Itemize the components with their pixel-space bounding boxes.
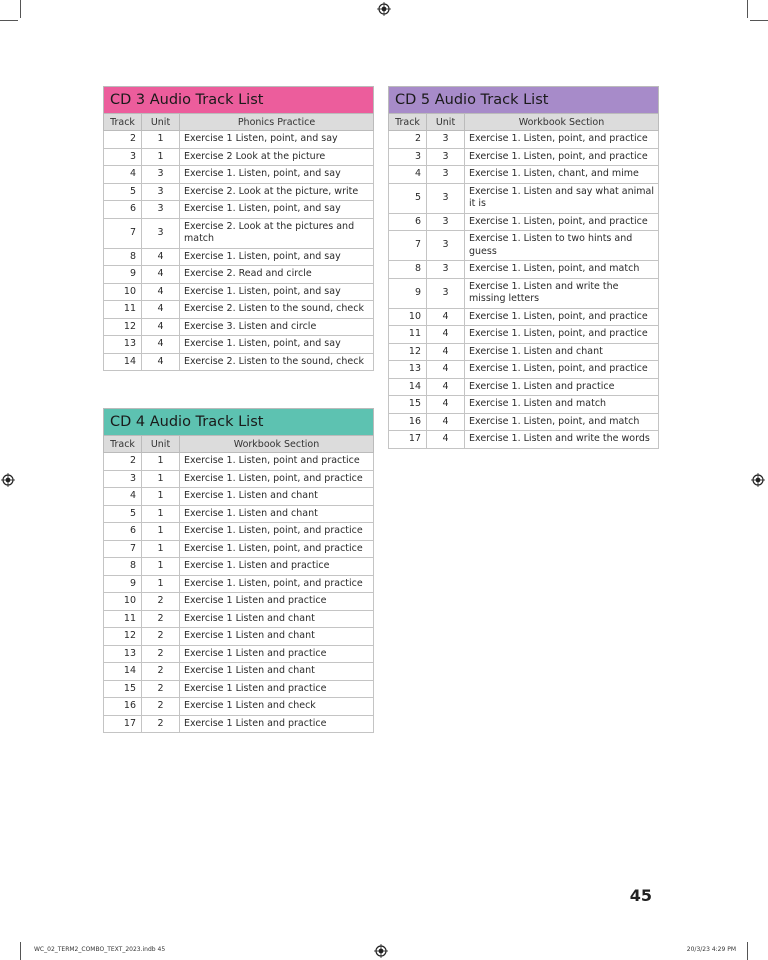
exercise-cell: Exercise 1. Listen, point, and practice xyxy=(465,148,659,166)
table-row xyxy=(104,283,374,301)
registration-mark-icon xyxy=(751,473,765,487)
table-row xyxy=(389,378,659,396)
table-row xyxy=(104,680,374,698)
table-row xyxy=(104,558,374,576)
unit-cell: 4 xyxy=(427,413,465,431)
exercise-cell: Exercise 1. Listen, point, and practice xyxy=(465,326,659,344)
table-row xyxy=(389,396,659,414)
track-number-cell: 5 xyxy=(104,505,142,523)
track-number-cell: 6 xyxy=(104,523,142,541)
track-number-cell: 5 xyxy=(104,183,142,201)
cd3-track-table xyxy=(103,86,374,371)
track-number-cell: 14 xyxy=(104,663,142,681)
table-row xyxy=(104,148,374,166)
table-row xyxy=(389,413,659,431)
unit-cell: 3 xyxy=(427,131,465,149)
table-row xyxy=(389,183,659,213)
crop-mark xyxy=(747,0,748,18)
table-row xyxy=(104,166,374,184)
track-number-cell: 11 xyxy=(104,301,142,319)
crop-mark xyxy=(0,20,18,21)
unit-cell: 3 xyxy=(427,148,465,166)
track-number-cell: 2 xyxy=(389,131,427,149)
track-number-cell: 8 xyxy=(104,248,142,266)
cd5-table-body xyxy=(389,87,659,449)
unit-cell: 1 xyxy=(142,523,180,541)
table-row xyxy=(104,201,374,219)
table-row xyxy=(104,523,374,541)
column-header: Unit xyxy=(427,114,465,131)
table-row xyxy=(104,183,374,201)
track-number-cell: 12 xyxy=(104,318,142,336)
table-row xyxy=(104,218,374,248)
track-number-cell: 14 xyxy=(104,353,142,371)
table-row xyxy=(104,505,374,523)
track-number-cell: 16 xyxy=(389,413,427,431)
table-row xyxy=(104,593,374,611)
track-number-cell: 9 xyxy=(389,278,427,308)
unit-cell: 2 xyxy=(142,663,180,681)
table-row xyxy=(389,326,659,344)
table-row xyxy=(104,353,374,371)
unit-cell: 1 xyxy=(142,453,180,471)
unit-cell: 4 xyxy=(427,308,465,326)
track-number-cell: 9 xyxy=(104,575,142,593)
exercise-cell: Exercise 2 Look at the picture xyxy=(180,148,374,166)
cd3-title-row xyxy=(104,87,374,114)
track-number-cell: 13 xyxy=(104,336,142,354)
table-row xyxy=(389,261,659,279)
unit-cell: 4 xyxy=(142,336,180,354)
track-number-cell: 11 xyxy=(104,610,142,628)
exercise-cell: Exercise 1. Listen and say what animal it is xyxy=(465,183,659,213)
unit-cell: 3 xyxy=(427,231,465,261)
exercise-cell: Exercise 2. Listen to the sound, check xyxy=(180,301,374,319)
exercise-cell: Exercise 2. Look at the pictures and match xyxy=(180,218,374,248)
unit-cell: 1 xyxy=(142,488,180,506)
table-row xyxy=(104,628,374,646)
unit-cell: 1 xyxy=(142,505,180,523)
track-number-cell: 8 xyxy=(389,261,427,279)
track-number-cell: 6 xyxy=(389,213,427,231)
exercise-cell: Exercise 1 Listen and practice xyxy=(180,715,374,733)
table-row xyxy=(104,301,374,319)
table-row xyxy=(104,663,374,681)
cd4-title-row xyxy=(104,409,374,436)
table-title: CD 3 Audio Track List xyxy=(104,87,374,114)
exercise-cell: Exercise 1. Listen and practice xyxy=(465,378,659,396)
unit-cell: 3 xyxy=(142,201,180,219)
cd5-track-table xyxy=(388,86,659,449)
unit-cell: 3 xyxy=(427,278,465,308)
unit-cell: 4 xyxy=(427,343,465,361)
track-number-cell: 10 xyxy=(104,283,142,301)
track-number-cell: 15 xyxy=(104,680,142,698)
table-row xyxy=(389,343,659,361)
table-row xyxy=(389,213,659,231)
table-row xyxy=(389,308,659,326)
track-number-cell: 10 xyxy=(104,593,142,611)
exercise-cell: Exercise 1. Listen, point, and say xyxy=(180,336,374,354)
unit-cell: 2 xyxy=(142,645,180,663)
exercise-cell: Exercise 1. Listen, point, and say xyxy=(180,201,374,219)
exercise-cell: Exercise 1. Listen and chant xyxy=(180,488,374,506)
exercise-cell: Exercise 1. Listen and chant xyxy=(465,343,659,361)
table-row xyxy=(104,715,374,733)
exercise-cell: Exercise 1 Listen and check xyxy=(180,698,374,716)
unit-cell: 2 xyxy=(142,680,180,698)
track-number-cell: 7 xyxy=(389,231,427,261)
table-row xyxy=(104,540,374,558)
exercise-cell: Exercise 1. Listen, point, and practice xyxy=(465,131,659,149)
crop-mark xyxy=(750,20,768,21)
column-header: Unit xyxy=(142,436,180,453)
track-number-cell: 13 xyxy=(389,361,427,379)
footer-filename: WC_02_TERM2_COMBO_TEXT_2023.indb 45 xyxy=(34,946,166,953)
table-row xyxy=(389,431,659,449)
table-row xyxy=(104,266,374,284)
table-row xyxy=(104,610,374,628)
exercise-cell: Exercise 1. Listen, point, and practice xyxy=(180,540,374,558)
table-header-row xyxy=(389,114,659,131)
track-number-cell: 4 xyxy=(104,488,142,506)
unit-cell: 3 xyxy=(142,183,180,201)
table-row xyxy=(104,470,374,488)
track-number-cell: 8 xyxy=(104,558,142,576)
unit-cell: 2 xyxy=(142,628,180,646)
track-number-cell: 11 xyxy=(389,326,427,344)
exercise-cell: Exercise 3. Listen and circle xyxy=(180,318,374,336)
track-number-cell: 7 xyxy=(104,218,142,248)
track-number-cell: 13 xyxy=(104,645,142,663)
page-number: 45 xyxy=(629,886,652,905)
table-row xyxy=(389,361,659,379)
exercise-cell: Exercise 1. Listen and write the missing letters xyxy=(465,278,659,308)
unit-cell: 3 xyxy=(427,183,465,213)
unit-cell: 4 xyxy=(142,283,180,301)
exercise-cell: Exercise 1. Listen, point, and practice xyxy=(465,213,659,231)
column-header: Unit xyxy=(142,114,180,131)
exercise-cell: Exercise 1. Listen, point, and say xyxy=(180,283,374,301)
cd4-track-table xyxy=(103,408,374,733)
crop-mark xyxy=(747,942,748,960)
cd3-table-body xyxy=(104,87,374,371)
unit-cell: 4 xyxy=(427,431,465,449)
exercise-cell: Exercise 1. Listen, point, and say xyxy=(180,166,374,184)
track-number-cell: 14 xyxy=(389,378,427,396)
unit-cell: 4 xyxy=(427,396,465,414)
unit-cell: 4 xyxy=(142,318,180,336)
unit-cell: 4 xyxy=(427,378,465,396)
exercise-cell: Exercise 1 Listen and practice xyxy=(180,680,374,698)
column-header: Phonics Practice xyxy=(180,114,374,131)
unit-cell: 2 xyxy=(142,698,180,716)
table-title: CD 5 Audio Track List xyxy=(389,87,659,114)
column-header: Track xyxy=(104,436,142,453)
crop-mark xyxy=(20,0,21,18)
exercise-cell: Exercise 1 Listen and practice xyxy=(180,645,374,663)
exercise-cell: Exercise 2. Read and circle xyxy=(180,266,374,284)
exercise-cell: Exercise 1 Listen and chant xyxy=(180,610,374,628)
track-number-cell: 15 xyxy=(389,396,427,414)
track-number-cell: 5 xyxy=(389,183,427,213)
exercise-cell: Exercise 1. Listen and write the words xyxy=(465,431,659,449)
registration-mark-icon xyxy=(374,944,388,958)
unit-cell: 4 xyxy=(142,266,180,284)
exercise-cell: Exercise 1. Listen, point, and practice xyxy=(180,470,374,488)
registration-mark-icon xyxy=(1,473,15,487)
exercise-cell: Exercise 1 Listen and practice xyxy=(180,593,374,611)
unit-cell: 1 xyxy=(142,470,180,488)
unit-cell: 4 xyxy=(142,353,180,371)
track-number-cell: 2 xyxy=(104,131,142,149)
table-row xyxy=(104,318,374,336)
exercise-cell: Exercise 1 Listen, point, and say xyxy=(180,131,374,149)
unit-cell: 3 xyxy=(142,218,180,248)
track-number-cell: 10 xyxy=(389,308,427,326)
column-header: Track xyxy=(104,114,142,131)
track-number-cell: 9 xyxy=(104,266,142,284)
exercise-cell: Exercise 2. Listen to the sound, check xyxy=(180,353,374,371)
column-header: Track xyxy=(389,114,427,131)
exercise-cell: Exercise 1. Listen and chant xyxy=(180,505,374,523)
exercise-cell: Exercise 1. Listen to two hints and guess xyxy=(465,231,659,261)
unit-cell: 3 xyxy=(142,166,180,184)
table-row xyxy=(389,278,659,308)
unit-cell: 4 xyxy=(142,248,180,266)
column-header: Workbook Section xyxy=(180,436,374,453)
track-number-cell: 2 xyxy=(104,453,142,471)
exercise-cell: Exercise 1. Listen, point, and practice xyxy=(180,523,374,541)
exercise-cell: Exercise 2. Look at the picture, write xyxy=(180,183,374,201)
track-number-cell: 4 xyxy=(104,166,142,184)
column-header: Workbook Section xyxy=(465,114,659,131)
table-row xyxy=(104,336,374,354)
exercise-cell: Exercise 1 Listen and chant xyxy=(180,628,374,646)
exercise-cell: Exercise 1. Listen, point, and match xyxy=(465,261,659,279)
unit-cell: 1 xyxy=(142,540,180,558)
track-number-cell: 4 xyxy=(389,166,427,184)
exercise-cell: Exercise 1. Listen and practice xyxy=(180,558,374,576)
table-header-row xyxy=(104,436,374,453)
unit-cell: 3 xyxy=(427,261,465,279)
table-row xyxy=(104,453,374,471)
unit-cell: 1 xyxy=(142,558,180,576)
unit-cell: 1 xyxy=(142,575,180,593)
track-number-cell: 16 xyxy=(104,698,142,716)
exercise-cell: Exercise 1. Listen, point and practice xyxy=(180,453,374,471)
table-row xyxy=(104,248,374,266)
unit-cell: 2 xyxy=(142,610,180,628)
track-number-cell: 3 xyxy=(104,148,142,166)
unit-cell: 1 xyxy=(142,131,180,149)
footer-timestamp: 20/3/23 4:29 PM xyxy=(686,946,736,953)
track-number-cell: 6 xyxy=(104,201,142,219)
table-row xyxy=(104,698,374,716)
unit-cell: 4 xyxy=(142,301,180,319)
exercise-cell: Exercise 1 Listen and chant xyxy=(180,663,374,681)
track-number-cell: 17 xyxy=(104,715,142,733)
track-number-cell: 12 xyxy=(389,343,427,361)
table-row xyxy=(389,166,659,184)
track-number-cell: 7 xyxy=(104,540,142,558)
track-number-cell: 12 xyxy=(104,628,142,646)
table-row xyxy=(389,131,659,149)
table-row xyxy=(104,488,374,506)
cd5-title-row xyxy=(389,87,659,114)
crop-mark xyxy=(20,942,21,960)
unit-cell: 3 xyxy=(427,213,465,231)
exercise-cell: Exercise 1. Listen, point, and practice xyxy=(180,575,374,593)
table-row xyxy=(104,131,374,149)
table-title: CD 4 Audio Track List xyxy=(104,409,374,436)
unit-cell: 3 xyxy=(427,166,465,184)
table-row xyxy=(389,231,659,261)
unit-cell: 4 xyxy=(427,361,465,379)
registration-mark-icon xyxy=(377,2,391,16)
unit-cell: 2 xyxy=(142,593,180,611)
exercise-cell: Exercise 1. Listen, point, and practice xyxy=(465,308,659,326)
exercise-cell: Exercise 1. Listen, point, and match xyxy=(465,413,659,431)
cd4-table-body xyxy=(104,409,374,733)
track-number-cell: 3 xyxy=(389,148,427,166)
table-header-row xyxy=(104,114,374,131)
unit-cell: 1 xyxy=(142,148,180,166)
exercise-cell: Exercise 1. Listen, chant, and mime xyxy=(465,166,659,184)
table-row xyxy=(104,645,374,663)
exercise-cell: Exercise 1. Listen and match xyxy=(465,396,659,414)
table-row xyxy=(389,148,659,166)
unit-cell: 4 xyxy=(427,326,465,344)
exercise-cell: Exercise 1. Listen, point, and say xyxy=(180,248,374,266)
table-row xyxy=(104,575,374,593)
exercise-cell: Exercise 1. Listen, point, and practice xyxy=(465,361,659,379)
track-number-cell: 3 xyxy=(104,470,142,488)
unit-cell: 2 xyxy=(142,715,180,733)
track-number-cell: 17 xyxy=(389,431,427,449)
